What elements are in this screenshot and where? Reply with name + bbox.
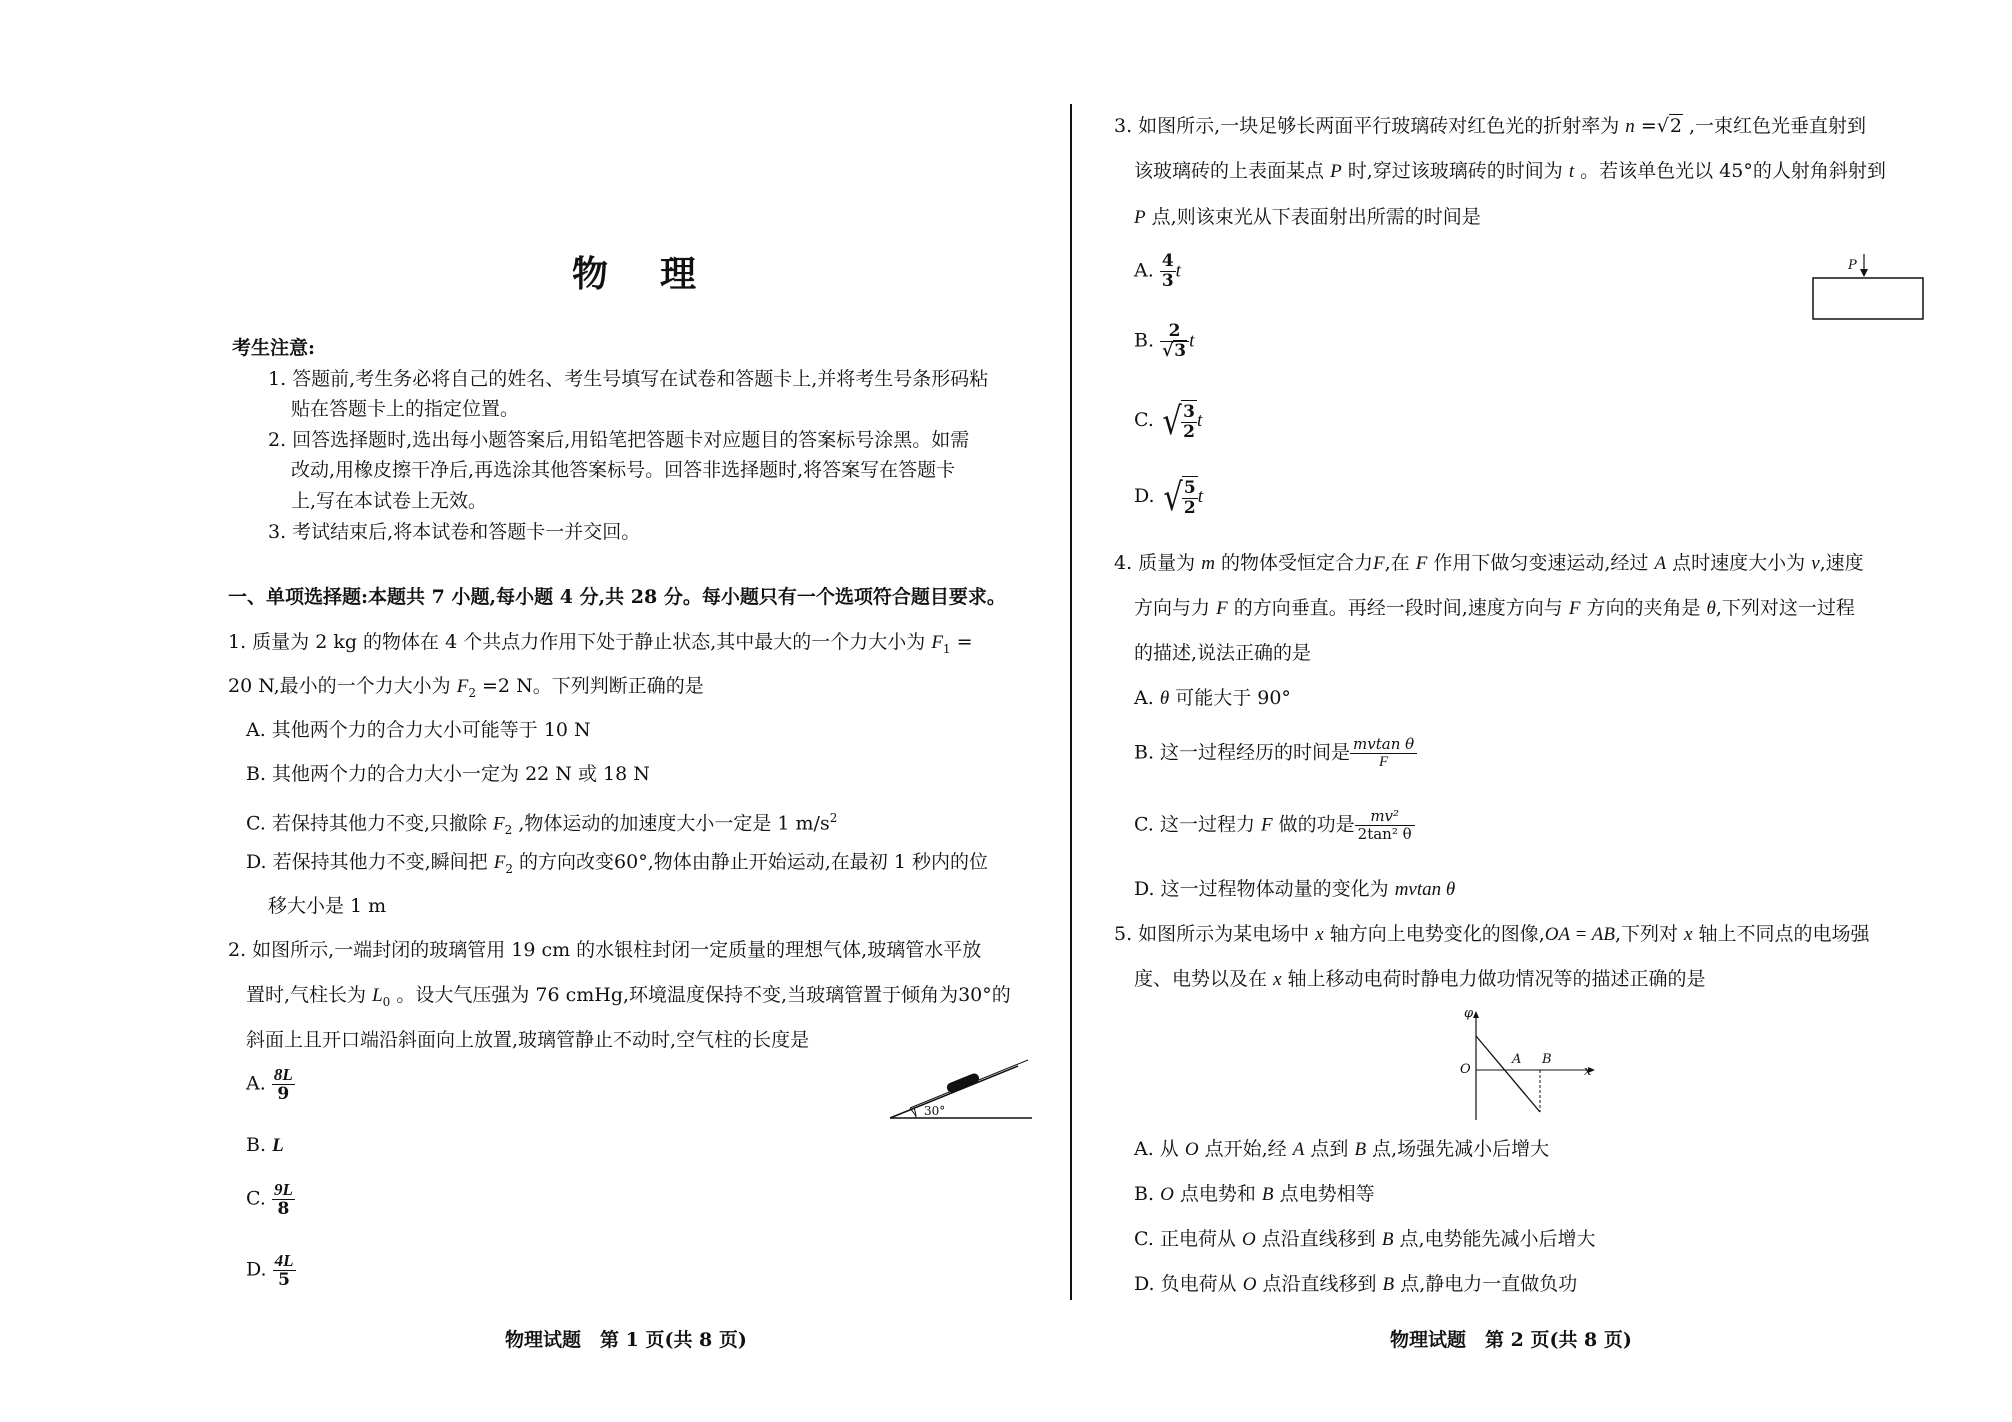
q4-option-a: A. θ 可能大于 90° (1134, 687, 1291, 709)
q1-option-d: D. 若保持其他力不变,瞬间把 $F_2$ 的方向改变60°,物体由静止开始运动,在最初 1 秒内的位 (246, 851, 988, 876)
q1-line-2: 20 N,最小的一个力大小为 $F_2 =2$ N。下列判断正确的是 (228, 675, 704, 700)
notice-line-6: 3. 考试结束后,将本试卷和答题卡一并交回。 (268, 521, 641, 543)
notice-line-4: 改动,用橡皮擦干净后,再选涂其他答案标号。回答非选择题时,将答案写在答题卡 (291, 459, 956, 481)
q2-line-3: 斜面上且开口端沿斜面向上放置,玻璃管静止不动时,空气柱的长度是 (246, 1029, 810, 1051)
footer-right: 物理试题 第 2 页(共 8 页) (1390, 1329, 1632, 1351)
q3-option-c: C. √ $\frac{3}{2}$ t (1134, 399, 1203, 443)
notice-heading: 考生注意: (232, 337, 316, 359)
q2-option-a: A. $\frac{8L}{9}$ (246, 1065, 293, 1104)
q1-option-c: C. 若保持其他力不变,只撤除 $F_2$ ,物体运动的加速度大小一定是 1 $m/s^2$ (246, 811, 838, 838)
q2-option-b: B. L (246, 1134, 284, 1156)
q2-angle-label: 30° (924, 1104, 946, 1118)
notice-line-1: 1. 答题前,考生务必将自己的姓名、考生号填写在试卷和答题卡上,并将考生号条形码粘 (268, 368, 989, 390)
q1-option-b: B. 其他两个力的合力大小一定为 22 N 或 18 N (246, 763, 650, 785)
q4-line-1: 4. 质量为 m 的物体受恒定合力F,在 F 作用下做匀变速运动,经过 A 点时速度大小为 v,速度 (1114, 552, 1864, 574)
q5-line-1: 5. 如图所示为某电场中 x 轴方向上电势变化的图像,OA = AB,下列对 x 轴上不同点的电场强 (1114, 923, 1870, 945)
page-title: 物 理 (572, 253, 705, 295)
q5-option-c: C. 正电荷从 O 点沿直线移到 B 点,电势能先减小后增大 (1134, 1228, 1596, 1250)
q2-line-1: 2. 如图所示,一端封闭的玻璃管用 19 cm 的水银柱封闭一定质量的理想气体,玻璃管水平放 (228, 939, 982, 961)
notice-line-3: 2. 回答选择题时,选出每小题答案后,用铅笔把答题卡对应题目的答案标号涂黑。如需 (268, 429, 970, 451)
q1-line-1: 1. 质量为 2 kg 的物体在 4 个共点力作用下处于静止状态,其中最大的一个力大小为 $F_1$ = (228, 631, 973, 656)
q5-fig-b-label: B (1542, 1052, 1552, 1067)
q3-line-2: 该玻璃砖的上表面某点 P 时,穿过该玻璃砖的时间为 t 。若该单色光以 45°的人射角斜射到 (1134, 160, 1886, 182)
q2-incline-figure (886, 1058, 1036, 1122)
notice-line-5: 上,写在本试卷上无效。 (291, 490, 488, 512)
q3-figure-p-label: P (1848, 258, 1857, 273)
page-divider (1070, 104, 1072, 1300)
q3-glass-block-figure (1808, 254, 1928, 324)
section-heading: 一、单项选择题:本题共 7 小题,每小题 4 分,共 28 分。每小题只有一个选项符合题目要求。 (228, 586, 1006, 608)
q1-option-a: A. 其他两个力的合力大小可能等于 10 N (246, 719, 591, 741)
q4-option-b: B. 这一过程经历的时间是 $\frac{\text{mvtan θ}}{F}$ (1134, 736, 1417, 771)
q5-option-d: D. 负电荷从 O 点沿直线移到 B 点,静电力一直做负功 (1134, 1273, 1578, 1295)
q2-line-2: 置时,气柱长为 $L_0$ 。设大气压强为 76 cmHg,环境温度保持不变,当玻璃管置于倾角为30°的 (246, 984, 1011, 1009)
q4-line-2: 方向与力 F 的方向垂直。再经一段时间,速度方向与 F 方向的夹角是 θ,下列对这一过程 (1134, 597, 1855, 619)
q2-option-c: C. $\frac{9L}{8}$ (246, 1180, 293, 1219)
q3-line-1: 3. 如图所示,一块足够长两面平行玻璃砖对红色光的折射率为 n =√2 ,一束红色光垂直射到 (1114, 115, 1867, 137)
q1-option-d-cont: 移大小是 1 m (268, 895, 387, 917)
q5-fig-phi-label: φ (1464, 1006, 1474, 1021)
q3-option-b: B. $\frac{2}{√3}$ t (1134, 321, 1195, 361)
q4-option-d: D. 这一过程物体动量的变化为 mvtan θ (1134, 878, 1456, 900)
q3-option-a: A. $\frac{4}{3}$ t (1134, 251, 1181, 291)
q5-potential-graph (1432, 1008, 1602, 1128)
q5-fig-a-label: A (1512, 1052, 1522, 1067)
q5-option-a: A. 从 O 点开始,经 A 点到 B 点,场强先减小后增大 (1134, 1138, 1550, 1160)
q3-option-d: D. √ $\frac{5}{2}$ t (1134, 475, 1203, 519)
q5-line-2: 度、电势以及在 x 轴上移动电荷时静电力做功情况等的描述正确的是 (1134, 968, 1706, 990)
q5-fig-o-label: O (1460, 1062, 1471, 1077)
q5-option-b: B. O 点电势和 B 点电势相等 (1134, 1183, 1375, 1205)
q2-option-d: D. $\frac{4L}{5}$ (246, 1251, 294, 1290)
q5-fig-x-label: x (1584, 1064, 1592, 1079)
q4-option-c: C. 这一过程力 F 做的功是 $\frac{\text{mv²}}{\text{2tan² θ}}$ (1134, 808, 1415, 843)
footer-left: 物理试题 第 1 页(共 8 页) (505, 1329, 747, 1351)
q3-line-3: P 点,则该束光从下表面射出所需的时间是 (1134, 206, 1481, 228)
q4-line-3: 的描述,说法正确的是 (1134, 642, 1312, 664)
notice-line-2: 贴在答题卡上的指定位置。 (291, 398, 520, 420)
